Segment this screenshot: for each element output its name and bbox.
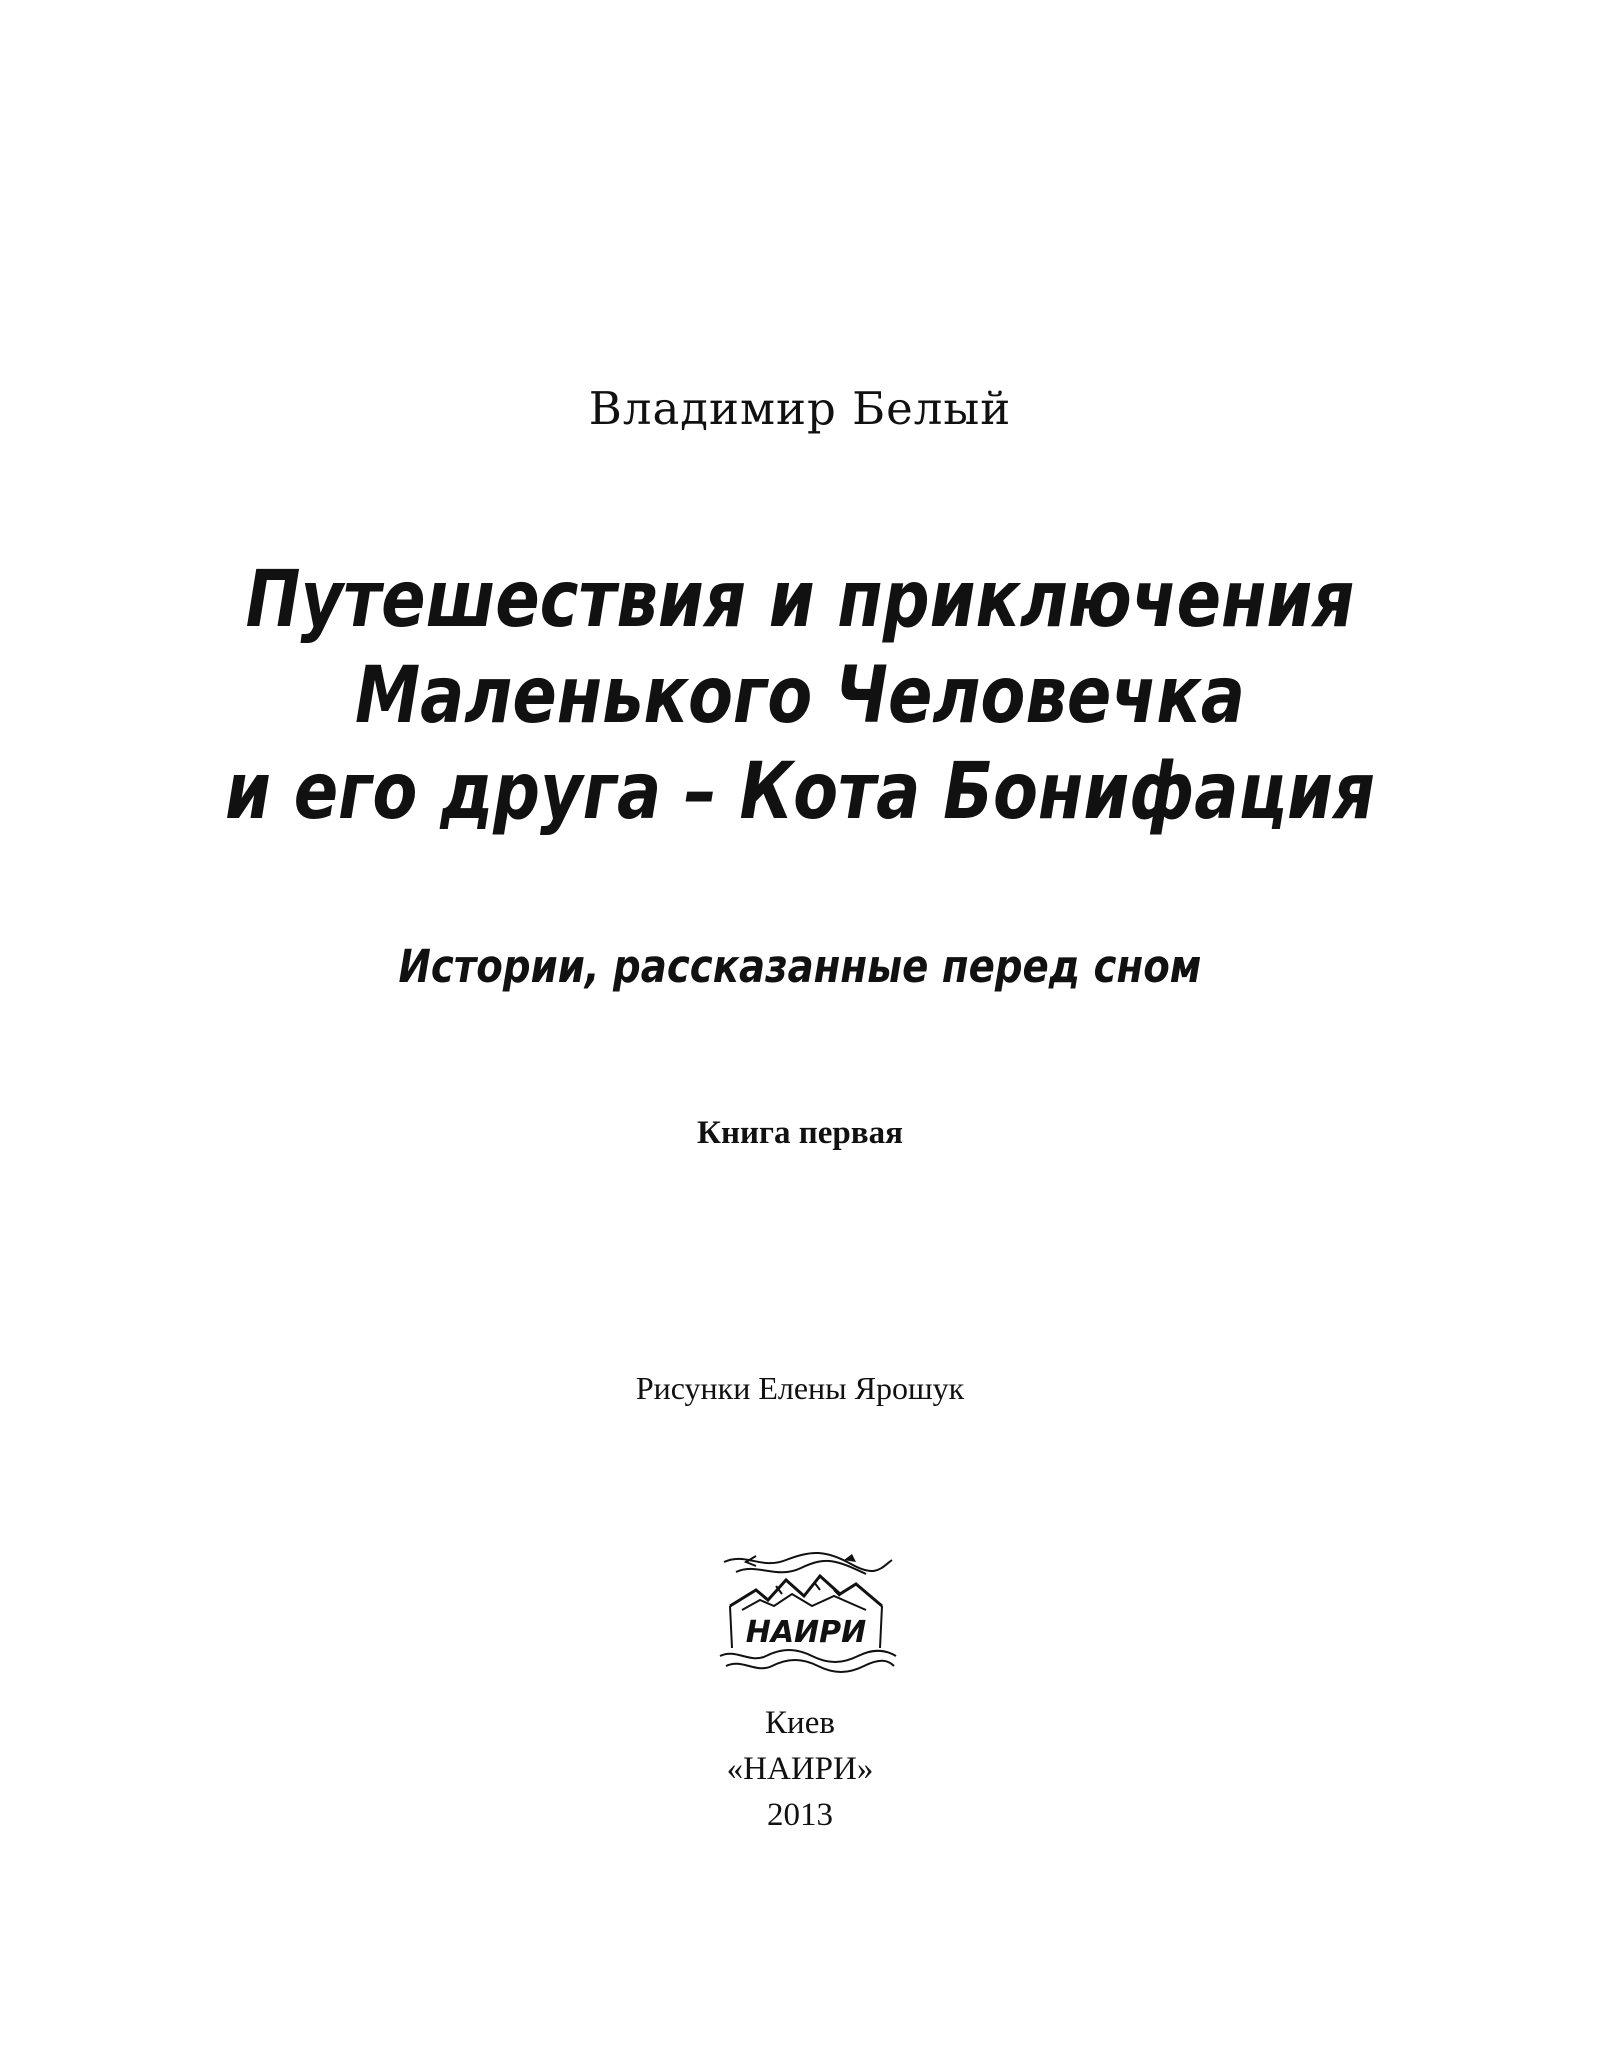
book-number: Книга первая — [697, 1115, 903, 1151]
imprint-year: 2013 — [767, 1797, 833, 1833]
nairi-publisher-logo-icon — [716, 1550, 900, 1675]
svg-text:НАИРИ: НАИРИ — [745, 1615, 867, 1650]
imprint-publisher: «НАИРИ» — [726, 1751, 874, 1787]
imprint-city: Киев — [765, 1705, 835, 1741]
book-title-line-3: и его друга – Кота Бонифация — [224, 747, 1376, 837]
imprint — [0, 1700, 1600, 1838]
book-title — [128, 552, 1472, 840]
author-name: Владимир Белый — [588, 382, 1012, 435]
illustrator-credit: Рисунки Елены Ярошук — [635, 1370, 965, 1406]
book-title-line-1: Путешествия и приключения — [245, 555, 1355, 645]
book-title-line-2: Маленького Человечка — [354, 651, 1246, 741]
book-subtitle: Истории, рассказанные перед сном — [398, 940, 1202, 993]
